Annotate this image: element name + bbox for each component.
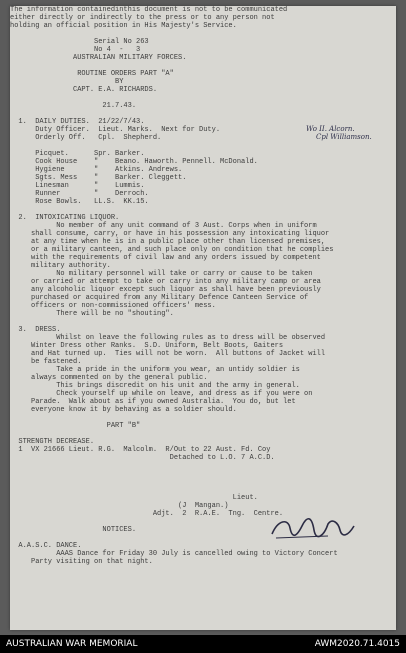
document-line (10, 142, 394, 150)
document-line: Orderly Off. Cpl. Shepherd. (10, 134, 162, 142)
document-line: Check yourself up while on leave, and dress as if you were on (10, 390, 313, 398)
document-line (10, 486, 394, 494)
handwritten-note-cpl: Cpl Williamson. (316, 133, 372, 141)
document-line: at any time when he is in a public place other than licensed premises, (10, 238, 326, 246)
document-line: Detached to L.O. 7 A.C.D. (10, 454, 275, 462)
document-line: or carried or attempt to take or carry into any military camp or area (10, 278, 321, 286)
document-line: Lieut. (10, 494, 258, 502)
document-line: (J Mangan.) (10, 502, 229, 510)
document-line (10, 414, 394, 422)
document-line: Duty Officer. Lieut. Marks. Next for Duty. (10, 126, 221, 134)
document-line: AUSTRALIAN MILITARY FORCES. (10, 54, 187, 62)
document-line: Hygiene " Atkins. Andrews. (10, 166, 183, 174)
document-line: 1 VX 21666 Lieut. R.G. Malcolm. R/Out to 22 Aust. Fd. Coy (10, 446, 271, 454)
document-line: always commented on by the general public. (10, 374, 208, 382)
document-line: everyone know it by behaving as a soldier should. (10, 406, 237, 414)
document-line: BY (10, 78, 124, 86)
document-line: Picquet. Spr. Barker. (10, 150, 145, 158)
document-line: A.A.S.C. DANCE. (10, 542, 82, 550)
document-line: and Hat turned up. Ties will not be worn. All buttons of Jacket will (10, 350, 326, 358)
document-line: Linesman " Lummis. (10, 182, 145, 190)
document-line: purchased or acquired from any Military Defence Canteen Service of (10, 294, 309, 302)
document-line: Serial No 263 (10, 38, 149, 46)
document-line: military authority. (10, 262, 111, 270)
document-line: STRENGTH DECREASE. (10, 438, 95, 446)
document-line: Rose Bowls. LL.S. KK.15. (10, 198, 149, 206)
typed-text (10, 6, 394, 566)
document-line (10, 206, 394, 214)
document-line (10, 430, 394, 438)
document-line: Adjt. 2 R.A.E. Tng. Centre. (10, 510, 284, 518)
document-line: holding an official position in His Majesty's Service. (10, 22, 237, 30)
document-line (10, 30, 394, 38)
document-line: Take a pride in the uniform you wear, an untidy soldier is (10, 366, 300, 374)
archive-footer (0, 635, 406, 653)
document-line: shall consume, carry, or have in his possession any intoxicating liquor (10, 230, 330, 238)
document-line: officers or non-commissioned officers' mess. (10, 302, 216, 310)
document-line (10, 94, 394, 102)
document-line: Winter Dress other Ranks. S.D. Uniform, Belt Boots, Gaiters (10, 342, 284, 350)
footer-institution: AUSTRALIAN WAR MEMORIAL (6, 639, 138, 649)
document-line: Runner " Derroch. (10, 190, 149, 198)
document-line: NOTICES. (10, 526, 137, 534)
document-line: ROUTINE ORDERS PART "A" (10, 70, 174, 78)
document-line: with the requirements of civil law and any orders issued by competent (10, 254, 321, 262)
document-line: CAPT. E.A. RICHARDS. (10, 86, 158, 94)
document-line (10, 318, 394, 326)
document-page (10, 6, 396, 630)
signature (268, 514, 358, 544)
document-line: The information containedinthis document is not to be communicated (10, 6, 288, 14)
document-line: There will be no "shouting". (10, 310, 174, 318)
document-line: 21.7.43. (10, 102, 137, 110)
document-line: No 4 - 3 (10, 46, 141, 54)
document-line (10, 478, 394, 486)
footer-accession-number: AWM2020.71.4015 (314, 639, 400, 649)
document-line: Party visiting on that night. (10, 558, 153, 566)
document-line: either directly or indirectly to the press or to any person not (10, 14, 275, 22)
document-line: Parade. Walk about as if you owned Australia. You do, but let (10, 398, 296, 406)
document-line: AAAS Dance for Friday 30 July is cancelled owing to Victory Concert (10, 550, 338, 558)
document-line (10, 62, 394, 70)
document-line: PART "B" (10, 422, 141, 430)
document-line: 3. DRESS. (10, 326, 61, 334)
document-line: or a military canteen, and such place only on condition that he complies (10, 246, 334, 254)
document-line: This brings discredit on his unit and the army in general. (10, 382, 300, 390)
document-line (10, 470, 394, 478)
handwritten-note-duty: Wo II. Alcorn. (306, 125, 355, 133)
document-line: 1. DAILY DUTIES. 21/22/7/43. (10, 118, 145, 126)
document-line (10, 110, 394, 118)
document-line (10, 462, 394, 470)
document-line: Sgts. Mess " Barker. Cleggett. (10, 174, 187, 182)
document-line: any alcoholic liquor except such liquor as shall have been previously (10, 286, 321, 294)
document-line: Whilst on leave the following rules as to dress will be observed (10, 334, 326, 342)
document-line: be fastened. (10, 358, 82, 366)
document-line: No member of any unit command of 3 Aust. Corps when in uniform (10, 222, 317, 230)
document-line: Cook House " Beano. Haworth. Pennell. McDonald. (10, 158, 258, 166)
document-line: 2. INTOXICATING LIQUOR. (10, 214, 120, 222)
document-line: No military personnel will take or carry or cause to be taken (10, 270, 313, 278)
